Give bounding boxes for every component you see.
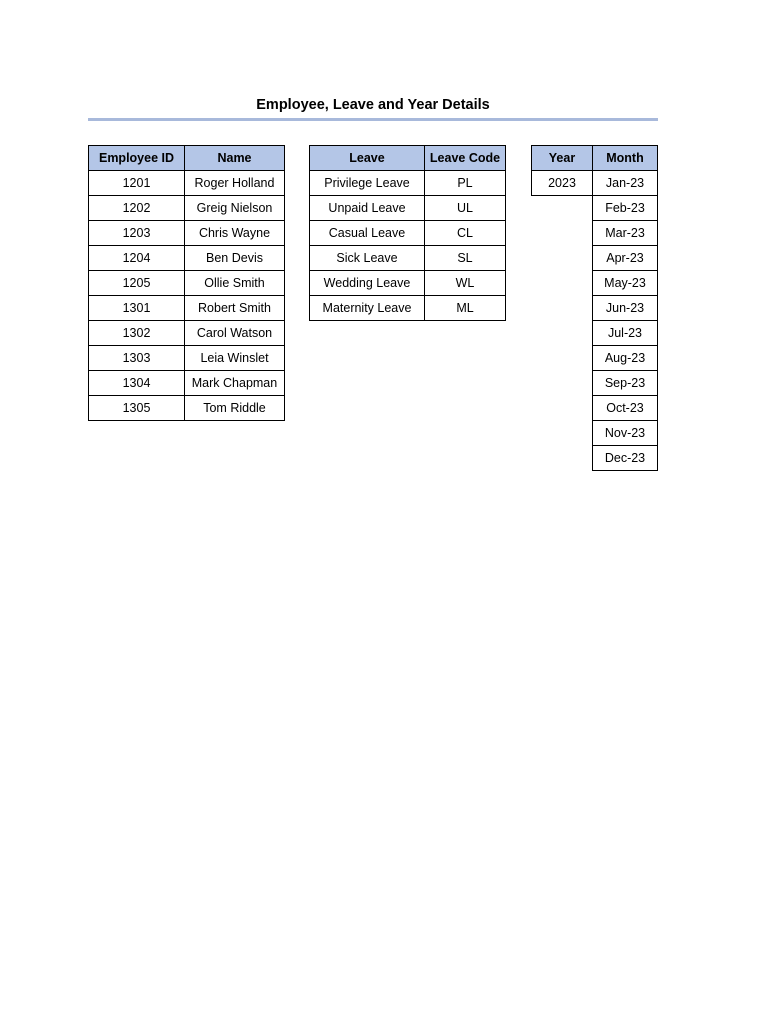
leave-code-cell: SL [425,246,506,271]
table-row [89,271,285,296]
header-year: Year [532,146,593,171]
employee-id-cell: 1305 [89,396,185,421]
table-row [532,321,658,346]
table-row [532,271,658,296]
empty-cell [532,371,593,396]
table-row [532,246,658,271]
header-leave-code: Leave Code [425,146,506,171]
table-row [310,271,506,296]
employee-id-cell: 1201 [89,171,185,196]
employee-id-cell: 1203 [89,221,185,246]
empty-cell [532,321,593,346]
empty-cell [532,221,593,246]
header-row [532,146,658,171]
header-name: Name [185,146,285,171]
year-month-table [531,145,658,471]
header-row [89,146,285,171]
empty-cell [532,421,593,446]
leave-type-cell: Casual Leave [310,221,425,246]
month-cell: Jan-23 [593,171,658,196]
employee-name-cell: Ollie Smith [185,271,285,296]
table-row [532,346,658,371]
employee-id-cell: 1204 [89,246,185,271]
employee-name-cell: Roger Holland [185,171,285,196]
employee-name-cell: Mark Chapman [185,371,285,396]
month-cell: May-23 [593,271,658,296]
header-row [310,146,506,171]
empty-cell [532,296,593,321]
employee-id-cell: 1202 [89,196,185,221]
table-row [89,346,285,371]
table-row [532,196,658,221]
empty-cell [532,246,593,271]
employee-name-cell: Tom Riddle [185,396,285,421]
table-row [532,421,658,446]
leave-code-cell: PL [425,171,506,196]
employee-name-cell: Ben Devis [185,246,285,271]
leave-code-cell: WL [425,271,506,296]
table-row [532,396,658,421]
employee-name-cell: Robert Smith [185,296,285,321]
leave-code-cell: CL [425,221,506,246]
month-cell: Apr-23 [593,246,658,271]
leave-table [309,145,506,321]
leave-type-cell: Privilege Leave [310,171,425,196]
employee-id-cell: 1304 [89,371,185,396]
month-cell: Oct-23 [593,396,658,421]
employee-id-cell: 1205 [89,271,185,296]
table-row [532,371,658,396]
table-row [89,246,285,271]
table-row [532,446,658,471]
page-title: Employee, Leave and Year Details [256,97,490,113]
employee-id-cell: 1301 [89,296,185,321]
employee-name-cell: Greig Nielson [185,196,285,221]
table-row [89,321,285,346]
table-row [89,296,285,321]
leave-code-cell: ML [425,296,506,321]
leave-type-cell: Sick Leave [310,246,425,271]
employee-table [88,145,285,421]
empty-cell [532,346,593,371]
table-row [89,371,285,396]
table-row [532,171,658,196]
table-row [532,296,658,321]
month-cell: Jun-23 [593,296,658,321]
header-employee-id: Employee ID [89,146,185,171]
month-cell: Dec-23 [593,446,658,471]
month-cell: Mar-23 [593,221,658,246]
employee-id-cell: 1303 [89,346,185,371]
year-cell: 2023 [532,171,593,196]
leave-type-cell: Maternity Leave [310,296,425,321]
employee-id-cell: 1302 [89,321,185,346]
empty-cell [532,446,593,471]
table-row [89,396,285,421]
header-leave: Leave [310,146,425,171]
empty-cell [532,196,593,221]
employee-name-cell: Chris Wayne [185,221,285,246]
title-underline [88,118,658,121]
table-row [89,221,285,246]
employee-name-cell: Leia Winslet [185,346,285,371]
header-month: Month [593,146,658,171]
table-row [89,196,285,221]
empty-cell [532,396,593,421]
employee-name-cell: Carol Watson [185,321,285,346]
table-row [310,196,506,221]
leave-type-cell: Unpaid Leave [310,196,425,221]
table-row [310,221,506,246]
month-cell: Jul-23 [593,321,658,346]
table-row [310,246,506,271]
leave-code-cell: UL [425,196,506,221]
month-cell: Feb-23 [593,196,658,221]
month-cell: Aug-23 [593,346,658,371]
table-row [310,171,506,196]
table-row [310,296,506,321]
leave-type-cell: Wedding Leave [310,271,425,296]
table-row [89,171,285,196]
month-cell: Nov-23 [593,421,658,446]
table-row [532,221,658,246]
empty-cell [532,271,593,296]
month-cell: Sep-23 [593,371,658,396]
